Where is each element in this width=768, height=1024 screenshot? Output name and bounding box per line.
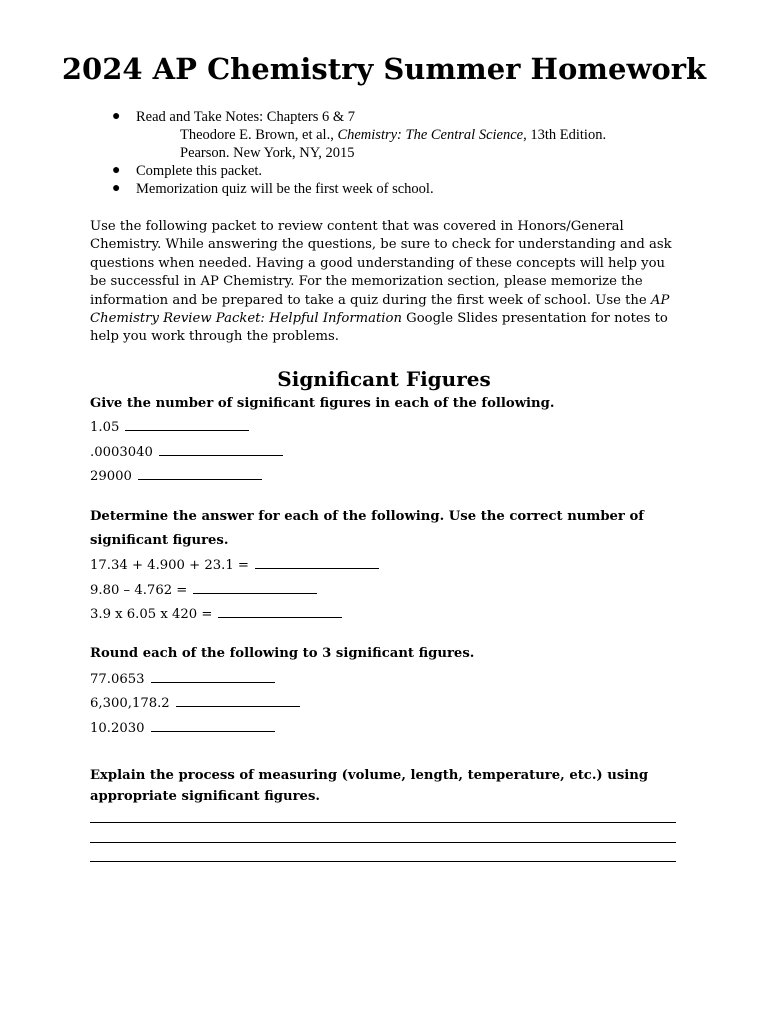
list-item xyxy=(110,180,670,198)
list-item xyxy=(90,556,379,575)
item-value: 3.9 x 6.05 x 420 = xyxy=(90,607,213,622)
intro-paragraph xyxy=(90,218,680,347)
item-value: 1.05 xyxy=(90,420,120,435)
answer-blank[interactable] xyxy=(176,694,300,707)
section-title: Significant Figures xyxy=(277,367,491,391)
bullet-icon: ● xyxy=(112,163,121,178)
intro-resource-title: AP Chemistry Review Packet: Helpful Information xyxy=(90,292,670,327)
list-item xyxy=(90,581,317,600)
answer-blank[interactable] xyxy=(255,556,379,569)
list-item xyxy=(90,719,275,738)
item-value: 10.2030 xyxy=(90,721,145,736)
list-item xyxy=(110,108,670,126)
item-value: 9.80 – 4.762 = xyxy=(90,583,188,598)
citation-authors: Theodore E. Brown, et al., xyxy=(180,127,338,143)
list-item xyxy=(90,694,300,713)
item-value: .0003040 xyxy=(90,445,153,460)
bullet-icon: ● xyxy=(112,109,121,124)
intro-text-end: Google Slides presentation for notes to help you work through the problems. xyxy=(90,311,668,345)
answer-line[interactable] xyxy=(90,842,676,843)
list-item xyxy=(90,605,342,624)
answer-blank[interactable] xyxy=(151,719,275,732)
list-item xyxy=(90,418,249,437)
question-heading-explain: Explain the process of measuring (volume, length, temperature, etc.) using appropriate significant figures. xyxy=(90,768,649,804)
bullet-icon: ● xyxy=(112,181,121,196)
item-value: 6,300,178.2 xyxy=(90,696,170,711)
answer-blank[interactable] xyxy=(159,443,283,456)
list-item xyxy=(110,162,670,180)
answer-blank[interactable] xyxy=(193,581,317,594)
item-value: 29000 xyxy=(90,469,132,484)
bullet-text-reading: Read and Take Notes: Chapters 6 & 7 xyxy=(136,109,355,125)
answer-line[interactable] xyxy=(90,861,676,862)
citation-book-title: Chemistry: The Central Science xyxy=(337,127,524,143)
answer-blank[interactable] xyxy=(218,605,342,618)
question-heading-round: Round each of the following to 3 significant figures. xyxy=(90,646,475,661)
answer-blank[interactable] xyxy=(138,467,262,480)
item-value: 77.0653 xyxy=(90,672,145,687)
answer-line[interactable] xyxy=(90,822,676,823)
question-heading-calculate: Determine the answer for each of the following. Use the correct number of significant figures. xyxy=(90,509,644,548)
instructions-list xyxy=(110,108,670,198)
item-value: 17.34 + 4.900 + 23.1 = xyxy=(90,558,249,573)
answer-blank[interactable] xyxy=(151,670,275,683)
citation-line-1 xyxy=(110,126,670,144)
list-item xyxy=(90,670,275,689)
answer-blank[interactable] xyxy=(125,418,249,431)
citation-edition: , 13th Edition. xyxy=(523,127,607,143)
bullet-text-quiz: Memorization quiz will be the first week of school. xyxy=(136,181,434,197)
list-item xyxy=(90,467,262,486)
intro-text: Use the following packet to review content that was covered in Honors/General Chemistry. While answering the questions, be sure to check for understanding and ask questions when needed. Having a good understanding of these concepts will help you be successful in AP Chemistry. For the memorization section, please memorize the information and be prepared to take a quiz during the first week of school. Use the xyxy=(90,219,672,308)
bullet-text-packet: Complete this packet. xyxy=(136,163,263,179)
list-item xyxy=(90,443,283,462)
document-title: 2024 AP Chemistry Summer Homework xyxy=(61,52,707,86)
question-heading-count: Give the number of significant figures in each of the following. xyxy=(90,396,555,411)
citation-line-2: Pearson. New York, NY, 2015 xyxy=(180,145,355,161)
